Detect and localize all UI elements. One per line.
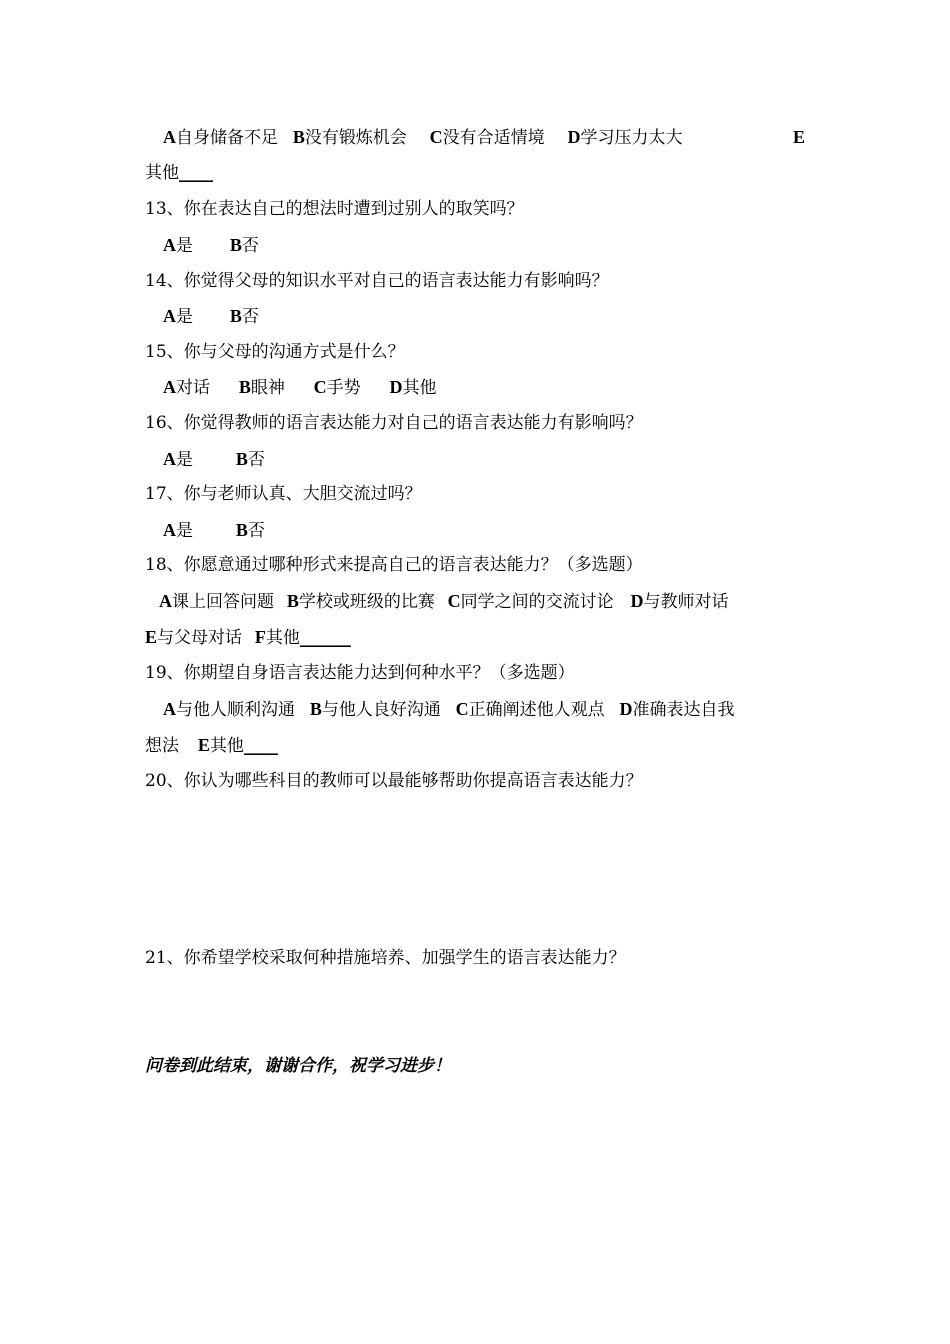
q15-option-d-letter: D bbox=[389, 377, 403, 397]
q16-question: 16、你觉得教师的语言表达能力对自己的语言表达能力有影响吗？ bbox=[145, 413, 643, 433]
closing-note: 问卷到此结束，谢谢合作，祝学习进步！ bbox=[145, 1056, 451, 1076]
q19-option-d-text: 准确表达自我 bbox=[632, 700, 735, 720]
q19-option-a-text: 与他人顺利沟通 bbox=[176, 700, 295, 720]
q14-option-b-letter: B bbox=[229, 306, 242, 326]
q17-question: 17、你与老师认真、大胆交流过吗？ bbox=[145, 484, 422, 504]
q17-option-a-letter: A bbox=[163, 520, 176, 540]
q12-option-b-letter: B bbox=[292, 127, 305, 147]
q19-option-c-letter: C bbox=[455, 699, 469, 719]
q19-option-d-letter: D bbox=[619, 699, 633, 719]
q18-option-f-letter: F bbox=[254, 627, 266, 647]
q17-option-b-text: 否 bbox=[247, 521, 265, 541]
q21-question: 21、你希望学校采取何种措施培养、加强学生的语言表达能力？ bbox=[145, 948, 626, 968]
q18-option-c-text: 同学之间的交流讨论 bbox=[460, 592, 614, 612]
q13-option-b-text: 否 bbox=[241, 236, 259, 256]
q19-option-b-text: 与他人良好沟通 bbox=[321, 700, 441, 720]
q17-option-b-letter: B bbox=[235, 520, 248, 540]
q18-option-a-letter: A bbox=[159, 591, 172, 611]
q14-option-b-text: 否 bbox=[241, 307, 259, 327]
q14-question: 14、你觉得父母的知识水平对自己的语言表达能力有影响吗？ bbox=[145, 271, 609, 291]
q20-question: 20、你认为哪些科目的教师可以最能够帮助你提高语言表达能力？ bbox=[145, 771, 643, 791]
q16-option-b-text: 否 bbox=[247, 450, 265, 470]
q14-option-a-letter: A bbox=[163, 306, 176, 326]
q12-option-c-text: 没有合适情境 bbox=[442, 128, 545, 148]
q18-options bbox=[145, 590, 824, 613]
q19-option-e-blank: ____ bbox=[243, 736, 278, 756]
q15-options bbox=[145, 376, 828, 399]
q15-option-c-letter: C bbox=[313, 377, 327, 397]
q15-option-b-text: 眼神 bbox=[250, 378, 285, 398]
q13-option-b-letter: B bbox=[229, 235, 242, 255]
q13-question: 13、你在表达自己的想法时遭到过别人的取笑吗？ bbox=[145, 199, 524, 219]
q17-option-a-text: 是 bbox=[176, 521, 193, 541]
q15-option-c-text: 手势 bbox=[326, 378, 361, 398]
q18-option-e-text: 与父母对话 bbox=[157, 628, 243, 648]
q12-option-e-text: 其他 bbox=[145, 163, 179, 183]
q13-options bbox=[145, 234, 828, 257]
q19-option-c-text: 正确阐述他人观点 bbox=[468, 700, 605, 720]
q18-option-f-text: 其他 bbox=[265, 628, 300, 648]
q18-options-cont bbox=[145, 626, 810, 649]
q13-option-a-text: 是 bbox=[176, 236, 193, 256]
q19-question: 19、你期望自身语言表达能力达到何种水平？（多选题） bbox=[145, 663, 575, 683]
q15-option-a-text: 对话 bbox=[176, 378, 210, 398]
q18-option-c-letter: C bbox=[447, 591, 461, 611]
q13-option-a-letter: A bbox=[163, 235, 176, 255]
q15-question: 15、你与父母的沟通方式是什么？ bbox=[145, 342, 405, 362]
q12-option-e-letter: E bbox=[793, 127, 806, 147]
q12-option-b-text: 没有锻炼机会 bbox=[304, 128, 407, 148]
q18-option-b-text: 学校或班级的比赛 bbox=[298, 592, 435, 612]
q12-options-cont bbox=[145, 162, 810, 184]
q18-option-e-letter: E bbox=[145, 627, 158, 647]
q15-option-b-letter: B bbox=[238, 377, 251, 397]
q12-option-a-letter: A bbox=[163, 127, 176, 147]
q12-option-e-blank: ____ bbox=[179, 163, 213, 183]
q18-option-f-blank: ______ bbox=[299, 628, 351, 648]
q18-option-d-text: 与教师对话 bbox=[643, 592, 729, 612]
q12-option-d-text: 学习压力太大 bbox=[580, 128, 683, 148]
q18-option-b-letter: B bbox=[286, 591, 299, 611]
q19-option-d-text-cont: 想法 bbox=[145, 736, 179, 756]
q19-option-e-text: 其他 bbox=[209, 736, 244, 756]
q16-options bbox=[145, 448, 828, 471]
q12-options bbox=[145, 126, 828, 149]
q15-option-a-letter: A bbox=[163, 377, 176, 397]
q19-option-a-letter: A bbox=[163, 699, 176, 719]
q16-option-b-letter: B bbox=[235, 449, 248, 469]
q12-option-c-letter: C bbox=[429, 127, 443, 147]
q16-option-a-letter: A bbox=[163, 449, 176, 469]
q17-options bbox=[145, 519, 828, 542]
q12-option-a-text: 自身储备不足 bbox=[176, 128, 278, 148]
q19-options-cont bbox=[145, 734, 810, 757]
q16-option-a-text: 是 bbox=[176, 450, 193, 470]
q14-option-a-text: 是 bbox=[176, 307, 193, 327]
q18-option-d-letter: D bbox=[630, 591, 644, 611]
q19-options bbox=[145, 698, 828, 721]
q18-question: 18、你愿意通过哪种形式来提高自己的语言表达能力？（多选题） bbox=[145, 555, 643, 575]
q18-option-a-text: 课上回答问题 bbox=[172, 592, 274, 612]
q15-option-d-text: 其他 bbox=[402, 378, 437, 398]
q19-option-e-letter: E bbox=[197, 735, 210, 755]
q12-option-d-letter: D bbox=[567, 127, 581, 147]
q19-option-b-letter: B bbox=[309, 699, 322, 719]
q14-options bbox=[145, 305, 828, 328]
